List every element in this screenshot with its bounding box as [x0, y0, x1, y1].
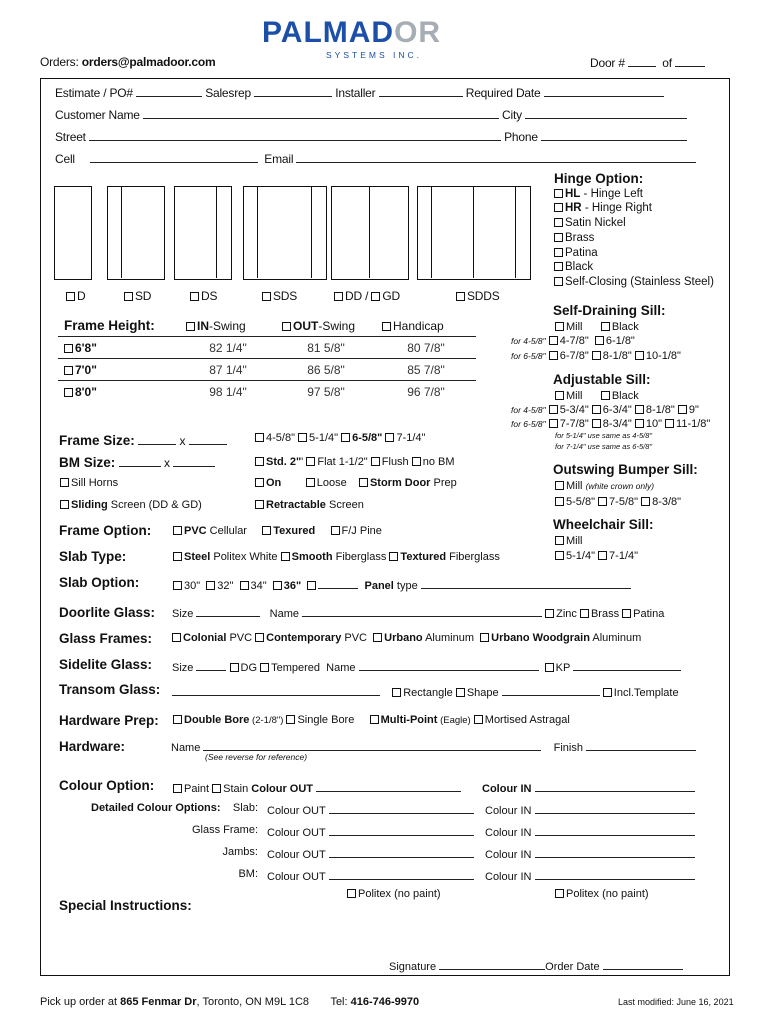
transom-title: Transom Glass: [59, 682, 161, 697]
transom-fields [172, 684, 679, 699]
wheelchair-size[interactable]: 5-1/4" [555, 550, 595, 562]
hardware-title: Hardware: [59, 739, 126, 754]
frame-pvc[interactable]: PVC Cellular [173, 525, 247, 537]
door-type-ds[interactable] [190, 289, 217, 303]
table-cell: 82 1/4" [180, 337, 276, 359]
table-cell: 97 5/8" [276, 381, 376, 403]
bm-none[interactable]: no BM [412, 456, 455, 468]
single-bore[interactable]: Single Bore [286, 714, 354, 726]
bm-std[interactable]: Std. 2"' [255, 456, 303, 468]
height-7-0[interactable]: 7'0" [58, 359, 180, 381]
frame-option-title: Frame Option: [59, 523, 152, 538]
self-draining-finish [555, 321, 639, 333]
row-customer [55, 107, 687, 122]
self-draining-title: Self-Draining Sill: [553, 303, 666, 318]
mortised-astragal[interactable]: Mortised Astragal [474, 714, 570, 726]
door-type-sds[interactable] [262, 289, 297, 303]
of-label: of [662, 56, 672, 70]
hinge-brass[interactable]: Brass [554, 231, 714, 246]
doorlite-brass[interactable]: Brass [580, 608, 619, 620]
frame-urbano-woodgrain[interactable]: Urbano Woodgrain Aluminum [480, 632, 641, 644]
doorlite-name-field[interactable] [302, 605, 542, 617]
table-cell: 98 1/4" [180, 381, 276, 403]
doorlite-patina[interactable]: Patina [622, 608, 664, 620]
door-total-field[interactable] [675, 55, 705, 67]
wheelchair-sizes [555, 550, 638, 562]
slab-size-36[interactable]: 36" [273, 580, 301, 592]
slab-steel[interactable]: Steel Politex White [173, 551, 278, 563]
frame-depth[interactable]: 4-5/8" [255, 432, 295, 444]
height-6-8[interactable]: 6'8" [58, 337, 180, 359]
height-8-0[interactable]: 8'0" [58, 381, 180, 403]
frame-size-w-field[interactable] [138, 433, 176, 445]
order-date-field[interactable] [603, 958, 683, 970]
detail-out-field[interactable] [329, 824, 474, 836]
hardware-finish-field[interactable] [586, 739, 696, 751]
frame-depth[interactable]: 5-1/4" [298, 432, 338, 444]
required-date-field[interactable] [544, 85, 664, 97]
height-row-7-0 [58, 359, 476, 381]
detailed-colour-title: Detailed Colour Options: [91, 802, 221, 814]
transom-shape-field[interactable] [502, 684, 600, 696]
table-cell: 96 7/8" [376, 381, 476, 403]
sd-size[interactable]: 8-1/8" [592, 350, 632, 362]
special-instructions-title: Special Instructions: [59, 898, 192, 913]
hinge-self-closing[interactable]: Self-Closing (Stainless Steel) [554, 275, 714, 290]
detail-row: Colour OUT [267, 802, 474, 817]
hardware-note: (See reverse for reference) [205, 752, 308, 762]
salesrep-label: Salesrep [205, 86, 251, 100]
sill-horn-options [255, 477, 457, 489]
adjustable-note2: for 7-1/4" use same as 6-5/8" [555, 442, 653, 451]
colour-stain[interactable]: Stain [212, 783, 248, 795]
detail-in-field[interactable] [535, 802, 695, 814]
signature-row [389, 958, 683, 973]
email-label: Email [264, 152, 294, 166]
bm-size-title: BM Size: [59, 455, 116, 470]
frame-fj-pine[interactable]: F/J Pine [331, 525, 382, 537]
politex-in[interactable]: Politex (no paint) [555, 888, 649, 900]
sidelite-dg[interactable]: DG [230, 662, 258, 674]
detail-jambs-label: Jambs: [222, 846, 258, 858]
bm-size-w-field[interactable] [119, 455, 161, 467]
hardware-name-field[interactable] [203, 739, 541, 751]
slab-size[interactable]: 32" [206, 580, 233, 592]
detail-slab-label: Slab: [232, 802, 258, 814]
sidelite-fields: Size DG Tempered Name KP [172, 659, 681, 674]
frame-depth[interactable]: 7-1/4" [385, 432, 425, 444]
door-type-dd-gd[interactable] [334, 289, 400, 303]
frame-size-title: Frame Size: [59, 433, 135, 448]
row-estimate [55, 85, 664, 100]
door-diagram-d [54, 186, 92, 280]
slab-textured[interactable]: Textured Fiberglass [389, 551, 499, 563]
horn-loose[interactable]: Loose [306, 477, 347, 489]
frame-size-row: Frame Size: x [59, 433, 227, 448]
installer-field[interactable] [379, 85, 463, 97]
detail-out-field[interactable] [329, 868, 474, 880]
frame-urbano[interactable]: Urbano Aluminum [373, 632, 474, 644]
hinge-hr[interactable]: HR - Hinge Right [554, 201, 714, 216]
sd-size[interactable]: 6-7/8" [549, 350, 589, 362]
special-instructions-field[interactable] [59, 918, 699, 954]
frame-depths [255, 432, 425, 444]
colour-in-field[interactable] [535, 780, 695, 792]
colour-out-field[interactable] [316, 780, 461, 792]
door-type-sdds[interactable] [456, 289, 500, 303]
colour-paint[interactable]: Paint [173, 783, 209, 795]
slab-type-title: Slab Type: [59, 549, 127, 564]
colour-in: Colour IN [482, 780, 695, 795]
street-field[interactable] [89, 129, 501, 141]
adjustable-title: Adjustable Sill: [553, 372, 651, 387]
hinge-option [554, 172, 714, 290]
adj-size[interactable]: 8-1/8" [635, 404, 675, 416]
estimate-field[interactable] [136, 85, 202, 97]
col-in-swing[interactable]: IN-Swing [180, 315, 276, 337]
outswing-size[interactable]: 8-3/8" [641, 496, 681, 508]
door-diagram-sdds [417, 186, 531, 280]
frame-textured[interactable]: Texured [262, 525, 315, 537]
slab-size-other[interactable] [307, 580, 358, 592]
bm-size-row: BM Size: x [59, 455, 215, 470]
hardware-fields: Name Finish [171, 739, 696, 754]
col-handicap[interactable]: Handicap [376, 315, 476, 337]
door-diagram-sds [243, 186, 327, 280]
adj-size[interactable]: 6-3/4" [592, 404, 632, 416]
sidelite-size-field[interactable] [196, 659, 226, 671]
door-diagram-dd [331, 186, 409, 280]
col-out-swing[interactable]: OUT-Swing [276, 315, 376, 337]
detail-in-field[interactable] [535, 846, 695, 858]
height-row-6-8 [58, 337, 476, 359]
frame-height-table [58, 315, 476, 402]
door-type-sds-label: SDS [273, 289, 298, 303]
cell-label: Cell [55, 152, 75, 166]
door-type-sd[interactable] [124, 289, 151, 303]
glass-frames-title: Glass Frames: [59, 631, 153, 646]
slab-option-choices: 30" 32" 34" 36" Panel type [173, 577, 631, 592]
frame-colonial[interactable]: Colonial PVC [172, 632, 252, 644]
colour-title: Colour Option: [59, 778, 155, 793]
table-cell: 86 5/8" [276, 359, 376, 381]
detail-in-field[interactable] [535, 868, 695, 880]
sidelite-tempered[interactable]: Tempered [260, 662, 320, 674]
adj-size[interactable]: 8-3/4" [592, 418, 632, 430]
hinge-patina[interactable]: Patina [554, 246, 714, 261]
detail-out-field[interactable] [329, 802, 474, 814]
bm-flush[interactable]: Flush [371, 456, 409, 468]
frame-option-choices [173, 525, 382, 537]
logo-subtitle: SYSTEMS INC. [326, 50, 422, 60]
outswing-mill[interactable]: Mill (white crown only) [555, 480, 654, 492]
sd-mill[interactable]: Mill [555, 321, 583, 333]
slab-size[interactable]: 34" [240, 580, 267, 592]
door-diagram-ds [174, 186, 232, 280]
outswing-sizes [555, 496, 681, 508]
adj-black[interactable]: Black [601, 390, 639, 402]
sd-size[interactable]: 10-1/8" [635, 350, 681, 362]
door-type-d-label: D [77, 289, 86, 303]
door-type-d[interactable] [66, 289, 85, 303]
detail-in-field[interactable] [535, 824, 695, 836]
outswing-size[interactable]: 7-5/8" [598, 496, 638, 508]
table-cell: 81 5/8" [276, 337, 376, 359]
adj-mill[interactable]: Mill [555, 390, 583, 402]
orders-line [40, 55, 216, 69]
orders-label: Orders: [40, 55, 79, 69]
phone-field[interactable] [541, 129, 687, 141]
door-number [590, 55, 705, 70]
sill-horns[interactable]: Sill Horns [60, 477, 118, 489]
slab-size[interactable]: 30" [173, 580, 200, 592]
door-number-field[interactable] [628, 55, 656, 67]
adj-size[interactable]: 9" [678, 404, 699, 416]
bm-flat[interactable]: Flat 1-1/2" [306, 456, 367, 468]
storm-door-prep[interactable]: Storm Door Prep [359, 477, 457, 489]
retractable-screen[interactable]: Retractable Screen [255, 499, 364, 511]
sidelite-title: Sidelite Glass: [59, 657, 153, 672]
company-logo [262, 16, 441, 60]
multi-point[interactable]: Multi-Point (Eagle) [370, 714, 471, 726]
glass-frames-choices [172, 632, 641, 644]
signature-field[interactable] [439, 958, 545, 970]
table-cell: 87 1/4" [180, 359, 276, 381]
door-diagram-sd [107, 186, 165, 280]
door-type-gd-label: GD [382, 289, 400, 303]
door-type-sdds-label: SDDS [467, 289, 500, 303]
bm-options [255, 456, 455, 468]
wheelchair-title: Wheelchair Sill: [553, 517, 654, 532]
politex-out[interactable]: Politex (no paint) [347, 888, 441, 900]
frame-height-title: Frame Height: [64, 318, 155, 333]
detail-row: Colour IN [485, 868, 695, 883]
bm-size-h-field[interactable] [173, 455, 215, 467]
frame-depth[interactable]: 6-5/8" [341, 432, 382, 444]
transom-incl-template[interactable]: Incl.Template [603, 687, 679, 699]
logo-text-tail: OR [394, 16, 442, 49]
slab-type-choices [173, 551, 500, 563]
double-bore[interactable]: Double Bore (2-1/8") [173, 714, 283, 726]
table-cell: 85 7/8" [376, 359, 476, 381]
doorlite-title: Doorlite Glass: [59, 605, 156, 620]
self-draining-row1: for 4-5/8" 4-7/8" 6-1/8" [511, 335, 635, 347]
email-field[interactable] [296, 151, 696, 163]
row-street [55, 129, 687, 144]
door-type-dd-label: DD / [345, 289, 372, 303]
sd-black[interactable]: Black [601, 321, 639, 333]
height-row-8-0 [58, 381, 476, 403]
sd-size[interactable]: 6-1/8" [595, 335, 635, 347]
sidelite-name-field[interactable] [359, 659, 539, 671]
order-date-label: Order Date [545, 961, 600, 973]
detail-row: Colour OUT [267, 846, 474, 861]
detail-bm-label: BM: [238, 868, 258, 880]
adj-size[interactable]: 5-3/4" [549, 404, 589, 416]
wheelchair-size[interactable]: 7-1/4" [598, 550, 638, 562]
installer-label: Installer [335, 86, 376, 100]
colour-main: Paint Stain Colour OUT [173, 780, 461, 795]
outswing-title: Outswing Bumper Sill: [553, 462, 698, 477]
estimate-label: Estimate / PO# [55, 86, 133, 100]
transom-shape[interactable]: Shape [456, 687, 499, 699]
row-cell [55, 151, 696, 166]
adjustable-row2: for 6-5/8" 7-7/8" 8-3/4" 10" 11-1/8" [511, 418, 711, 430]
hinge-black[interactable]: Black [554, 260, 714, 275]
table-cell: 80 7/8" [376, 337, 476, 359]
city-label: City [502, 108, 522, 122]
outswing-size[interactable]: 5-5/8" [555, 496, 595, 508]
cell-field[interactable] [90, 151, 258, 163]
slab-smooth[interactable]: Smooth Fiberglass [281, 551, 387, 563]
hinge-title: Hinge Option: [554, 171, 644, 186]
footer-last-modified: Last modified: June 16, 2021 [618, 997, 734, 1007]
sidelite-kp[interactable]: KP [545, 662, 570, 674]
customer-name-label: Customer Name [55, 108, 140, 122]
city-field[interactable] [525, 107, 687, 119]
hinge-hl[interactable]: HL - Hinge Left [554, 187, 714, 202]
panel-type-field[interactable] [421, 577, 631, 589]
adjustable-note1: for 5-1/4" use same as 4-5/8" [555, 431, 653, 440]
detail-row: Colour OUT [267, 868, 474, 883]
adj-size[interactable]: 7-7/8" [549, 418, 589, 430]
orders-email[interactable]: orders@palmadoor.com [81, 55, 216, 69]
doorlite-size-field[interactable] [196, 605, 260, 617]
required-date-label: Required Date [465, 86, 541, 100]
transom-rectangle[interactable]: Rectangle [392, 687, 453, 699]
phone-label: Phone [504, 130, 538, 144]
hardware-prep-title: Hardware Prep: [59, 713, 159, 728]
signature-label: Signature [389, 961, 437, 973]
transom-field[interactable] [172, 684, 380, 696]
detail-glass-frame-label: Glass Frame: [191, 824, 258, 836]
detail-row: Colour IN [485, 802, 695, 817]
adjustable-row1: for 4-5/8" 5-3/4" 6-3/4" 8-1/8" 9" [511, 404, 699, 416]
sd-size[interactable]: 4-7/8" [549, 335, 589, 347]
logo-text-main: PALMAD [262, 16, 395, 49]
street-label: Street [55, 130, 86, 144]
hardware-prep-choices [173, 714, 570, 726]
slab-option-title: Slab Option: [59, 575, 140, 590]
door-type-sd-label: SD [135, 289, 152, 303]
wheelchair-mill[interactable]: Mill [555, 535, 583, 547]
doorlite-fields: Size Name Zinc Brass Patina [172, 605, 664, 620]
detail-row: Colour IN [485, 824, 695, 839]
adj-size[interactable]: 10" [635, 418, 662, 430]
adjustable-finish [555, 390, 639, 402]
horn-on[interactable]: On [255, 477, 281, 489]
detail-row: Colour IN [485, 846, 695, 861]
doorlite-zinc[interactable]: Zinc [545, 608, 577, 620]
sliding-screen[interactable]: Sliding Screen (DD & GD) [60, 499, 202, 511]
frame-size-h-field[interactable] [189, 433, 227, 445]
frame-contemporary[interactable]: Contemporary PVC [255, 632, 367, 644]
detail-row: Colour OUT [267, 824, 474, 839]
hinge-satin-nickel[interactable]: Satin Nickel [554, 216, 714, 231]
adj-size[interactable]: 11-1/8" [665, 418, 710, 430]
self-draining-row2: for 6-5/8" 6-7/8" 8-1/8" 10-1/8" [511, 350, 681, 362]
door-number-label: Door # [590, 56, 625, 70]
footer-pickup: Pick up order at 865 Fenmar Dr, Toronto, ON M9L 1C8 Tel: 416-746-9970 [40, 996, 420, 1008]
detail-out-field[interactable] [329, 846, 474, 858]
door-type-ds-label: DS [201, 289, 218, 303]
salesrep-field[interactable] [254, 85, 332, 97]
customer-name-field[interactable] [143, 107, 499, 119]
